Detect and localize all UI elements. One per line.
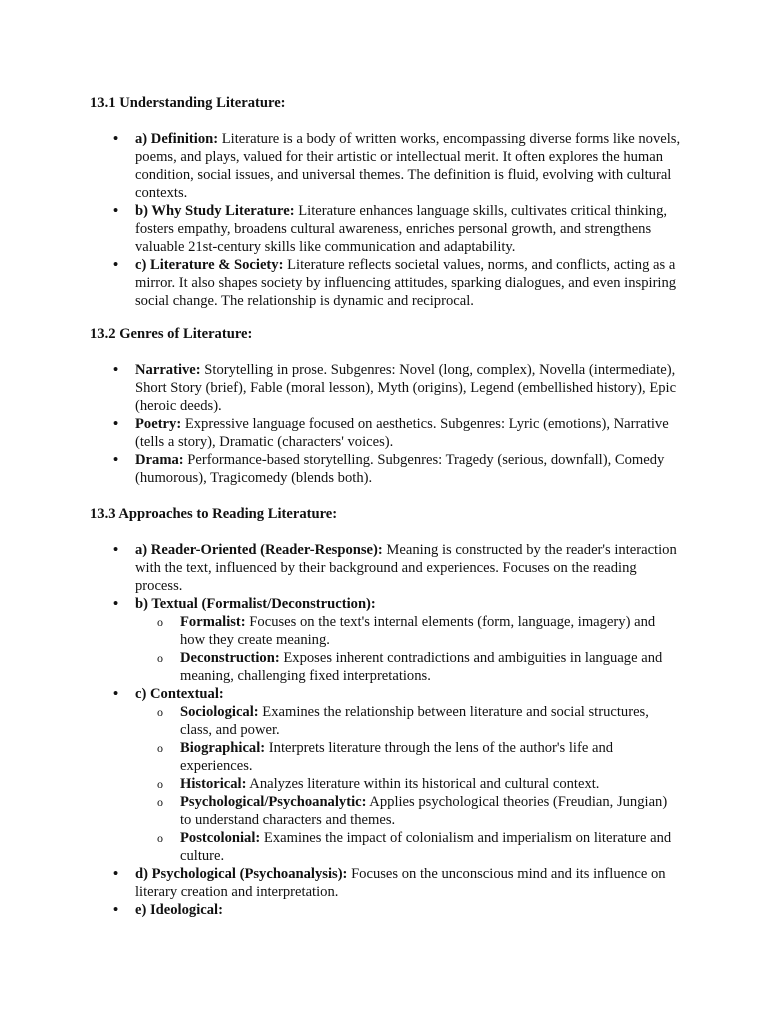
list-item xyxy=(90,202,685,256)
section-approaches xyxy=(90,505,690,919)
item-label: Biographical: xyxy=(180,740,266,756)
item-label: Historical: xyxy=(180,776,247,792)
item-text: Literature is a body of written works, encompassing diverse forms like novels, poems, and plays, valued for their artistic or intellectual merit. It often explores the human condition, social issues, and universal themes. The definition is fluid, evolving with cultural contexts. xyxy=(135,131,681,201)
item-label: a) Definition: xyxy=(135,131,219,147)
section-heading: 13.3 Approaches to Reading Literature: xyxy=(90,506,338,522)
list-item xyxy=(90,361,685,415)
item-label: Drama: xyxy=(135,452,184,468)
item-label: b) Textual (Formalist/Deconstruction): xyxy=(135,596,376,612)
sub-bullet-list xyxy=(135,613,685,685)
item-label: Postcolonial: xyxy=(180,830,261,846)
list-item xyxy=(90,451,685,487)
section-understanding-literature xyxy=(90,94,690,310)
item-text: Meaning is constructed by the reader's interaction with the text, influenced by their background and experiences. Focuses on the reading process. xyxy=(135,542,677,594)
item-label: e) Ideological: xyxy=(135,902,223,918)
item-label: a) Reader-Oriented (Reader-Response): xyxy=(135,542,383,558)
list-item xyxy=(90,901,685,919)
item-text: Examines the impact of colonialism and imperialism on literature and culture. xyxy=(180,830,672,864)
item-label: b) Why Study Literature: xyxy=(135,203,295,219)
item-label: c) Contextual: xyxy=(135,686,224,702)
bullet-list xyxy=(90,361,690,487)
bullet-icon: • xyxy=(113,416,119,432)
circle-bullet-icon: o xyxy=(157,741,163,755)
item-text: Focuses on the text's internal elements (form, language, imagery) and how they create meaning. xyxy=(180,614,656,648)
bullet-icon: • xyxy=(113,452,119,468)
circle-bullet-icon: o xyxy=(157,831,163,845)
item-label: Poetry: xyxy=(135,416,182,432)
item-text: Storytelling in prose. Subgenres: Novel (long, complex), Novella (intermediate), Short Story (brief), Fable (moral lesson), Myth (origins), Legend (embellished history), Epic (heroic deeds). xyxy=(135,362,677,414)
item-label: Deconstruction: xyxy=(180,650,280,666)
list-item xyxy=(90,865,685,901)
item-text: Examines the relationship between literature and social structures, class, and power. xyxy=(180,704,649,738)
bullet-icon: • xyxy=(113,686,119,702)
item-label: d) Psychological (Psychoanalysis): xyxy=(135,866,348,882)
sub-list-item xyxy=(135,829,680,865)
sub-list-item xyxy=(135,739,680,775)
list-item xyxy=(90,595,685,685)
bullet-icon: • xyxy=(113,131,119,147)
circle-bullet-icon: o xyxy=(157,777,163,791)
sub-list-item xyxy=(135,775,680,793)
item-text: Literature reflects societal values, norms, and conflicts, acting as a mirror. It also shapes society by influencing attitudes, sparking dialogues, and even inspiring social change. The relationship is dynamic and reciprocal. xyxy=(135,257,677,309)
bullet-icon: • xyxy=(113,542,119,558)
list-item xyxy=(90,130,685,202)
list-item xyxy=(90,685,685,865)
item-text: Applies psychological theories (Freudian, Jungian) to understand characters and themes. xyxy=(180,794,668,828)
item-text: Exposes inherent contradictions and ambiguities in language and meaning, challenging fixed interpretations. xyxy=(180,650,663,684)
item-text: Expressive language focused on aesthetics. Subgenres: Lyric (emotions), Narrative (tells a story), Dramatic (characters' voices). xyxy=(135,416,669,450)
item-text: Performance-based storytelling. Subgenres: Tragedy (serious, downfall), Comedy (humorous), Tragicomedy (blends both). xyxy=(135,452,665,486)
bullet-icon: • xyxy=(113,866,119,882)
item-text: Interprets literature through the lens of the author's life and experiences. xyxy=(180,740,614,774)
section-heading: 13.1 Understanding Literature: xyxy=(90,95,286,111)
item-label: Formalist: xyxy=(180,614,246,630)
item-label: c) Literature & Society: xyxy=(135,257,284,273)
section-heading: 13.2 Genres of Literature: xyxy=(90,326,253,342)
bullet-list xyxy=(90,541,690,919)
item-text: Focuses on the unconscious mind and its influence on literary creation and interpretation. xyxy=(135,866,666,900)
bullet-icon: • xyxy=(113,203,119,219)
bullet-icon: • xyxy=(113,902,119,918)
item-label: Psychological/Psychoanalytic: xyxy=(180,794,367,810)
circle-bullet-icon: o xyxy=(157,795,163,809)
item-text: Literature enhances language skills, cultivates critical thinking, fosters empathy, broadens cultural awareness, enriches personal growth, and strengthens valuable 21st-century skills like communication and adaptability. xyxy=(135,203,668,255)
circle-bullet-icon: o xyxy=(157,615,163,629)
sub-bullet-list xyxy=(135,703,685,865)
bullet-icon: • xyxy=(113,257,119,273)
bullet-icon: • xyxy=(113,362,119,378)
list-item xyxy=(90,256,685,310)
circle-bullet-icon: o xyxy=(157,651,163,665)
item-label: Narrative: xyxy=(135,362,201,378)
item-label: Sociological: xyxy=(180,704,259,720)
sub-list-item xyxy=(135,613,680,649)
bullet-icon: • xyxy=(113,596,119,612)
bullet-list xyxy=(90,130,690,310)
circle-bullet-icon: o xyxy=(157,705,163,719)
item-text: Analyzes literature within its historical and cultural context. xyxy=(246,776,600,792)
list-item xyxy=(90,541,685,595)
sub-list-item xyxy=(135,649,680,685)
list-item xyxy=(90,415,685,451)
sub-list-item xyxy=(135,793,680,829)
sub-list-item xyxy=(135,703,680,739)
section-genres xyxy=(90,325,690,487)
